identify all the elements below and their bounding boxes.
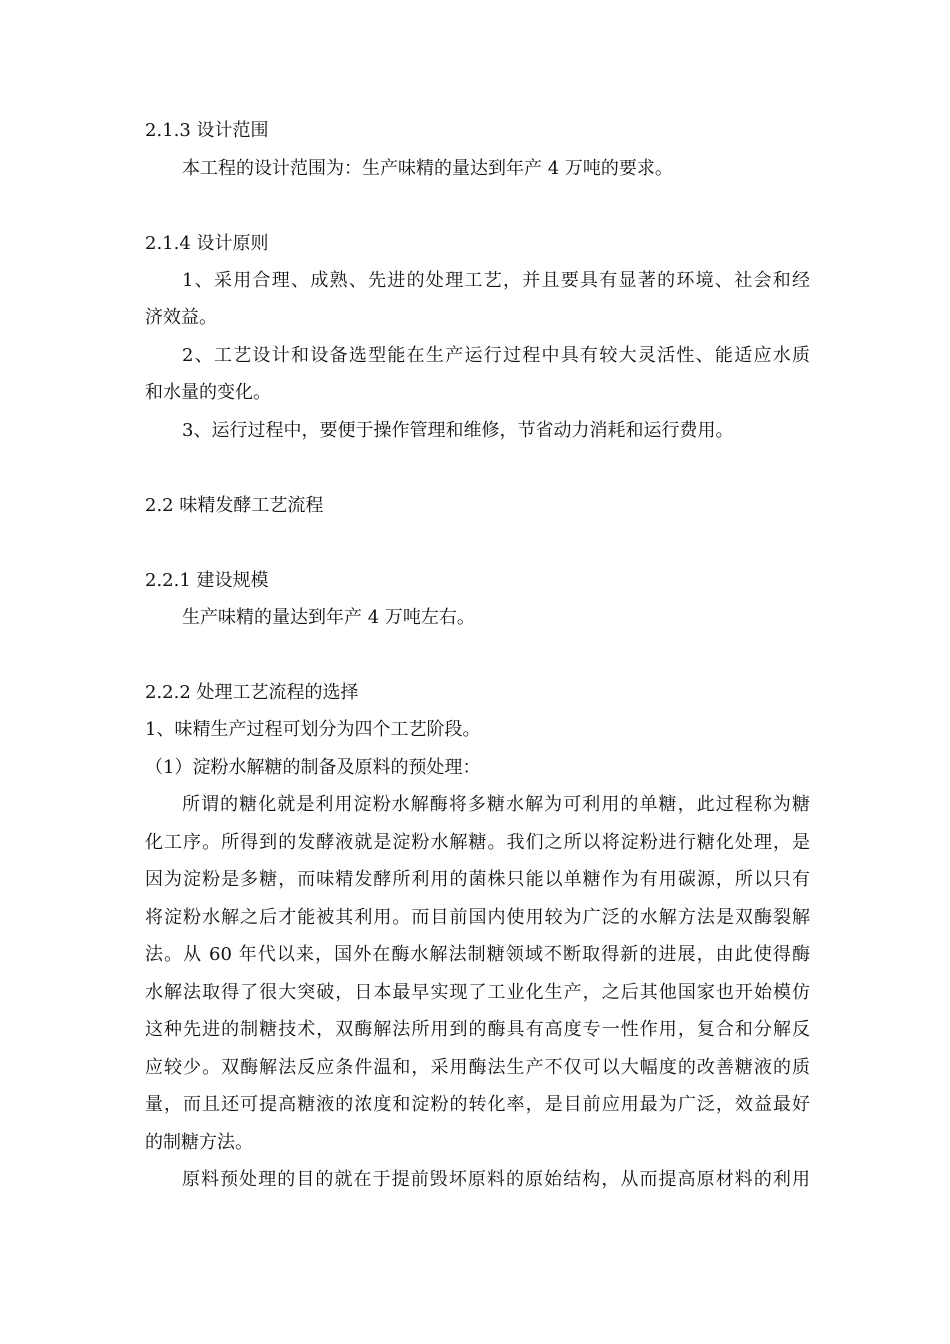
saccharification-line-3: 因为淀粉是多糖，而味精发酵所利用的菌株只能以单糖作为有用碳源，所以只有 <box>145 869 810 890</box>
heading-2-1-3: 2.1.3 设计范围 <box>145 120 269 141</box>
principle-3: 3、运行过程中，要便于操作管理和维修，节省动力消耗和运行费用。 <box>182 420 734 441</box>
principle-2-line-1: 2、工艺设计和设备选型能在生产运行过程中具有较大灵活性、能适应水质 <box>182 345 810 366</box>
saccharification-line-7: 这种先进的制糖技术，双酶解法所用到的酶具有高度专一性作用，复合和分解反 <box>145 1019 810 1040</box>
saccharification-line-2: 化工序。所得到的发酵液就是淀粉水解糖。我们之所以将淀粉进行糖化处理，是 <box>145 832 810 853</box>
principle-2-line-2: 和水量的变化。 <box>145 382 271 403</box>
heading-2-2: 2.2 味精发酵工艺流程 <box>145 495 324 516</box>
stage-1-title: （1）淀粉水解糖的制备及原料的预处理： <box>145 757 481 778</box>
stages-intro: 1、味精生产过程可划分为四个工艺阶段。 <box>145 719 481 740</box>
heading-2-2-2: 2.2.2 处理工艺流程的选择 <box>145 682 359 703</box>
saccharification-line-5: 法。从 60 年代以来，国外在酶水解法制糖领域不断取得新的进展，由此使得酶 <box>145 944 810 965</box>
saccharification-line-1: 所谓的糖化就是利用淀粉水解酶将多糖水解为可利用的单糖，此过程称为糖 <box>182 794 810 815</box>
principle-1-line-2: 济效益。 <box>145 307 217 328</box>
heading-2-2-1: 2.2.1 建设规模 <box>145 570 269 591</box>
principle-1-line-1: 1、采用合理、成熟、先进的处理工艺，并且要具有显著的环境、社会和经 <box>182 270 810 291</box>
saccharification-line-9: 量，而且还可提高糖液的浓度和淀粉的转化率，是目前应用最为广泛，效益最好 <box>145 1094 810 1115</box>
saccharification-line-6: 水解法取得了很大突破，日本最早实现了工业化生产，之后其他国家也开始模仿 <box>145 982 810 1003</box>
paragraph-design-scope: 本工程的设计范围为：生产味精的量达到年产 4 万吨的要求。 <box>182 158 673 179</box>
pretreatment-line-1: 原料预处理的目的就在于提前毁坏原料的原始结构，从而提高原材料的利用 <box>182 1169 810 1190</box>
saccharification-line-8: 应较少。双酶解法反应条件温和，采用酶法生产不仅可以大幅度的改善糖液的质 <box>145 1057 810 1078</box>
paragraph-scale: 生产味精的量达到年产 4 万吨左右。 <box>182 607 475 628</box>
saccharification-line-10: 的制糖方法。 <box>145 1132 253 1153</box>
saccharification-line-4: 将淀粉水解之后才能被其利用。而目前国内使用较为广泛的水解方法是双酶裂解 <box>145 907 810 928</box>
heading-2-1-4: 2.1.4 设计原则 <box>145 233 269 254</box>
